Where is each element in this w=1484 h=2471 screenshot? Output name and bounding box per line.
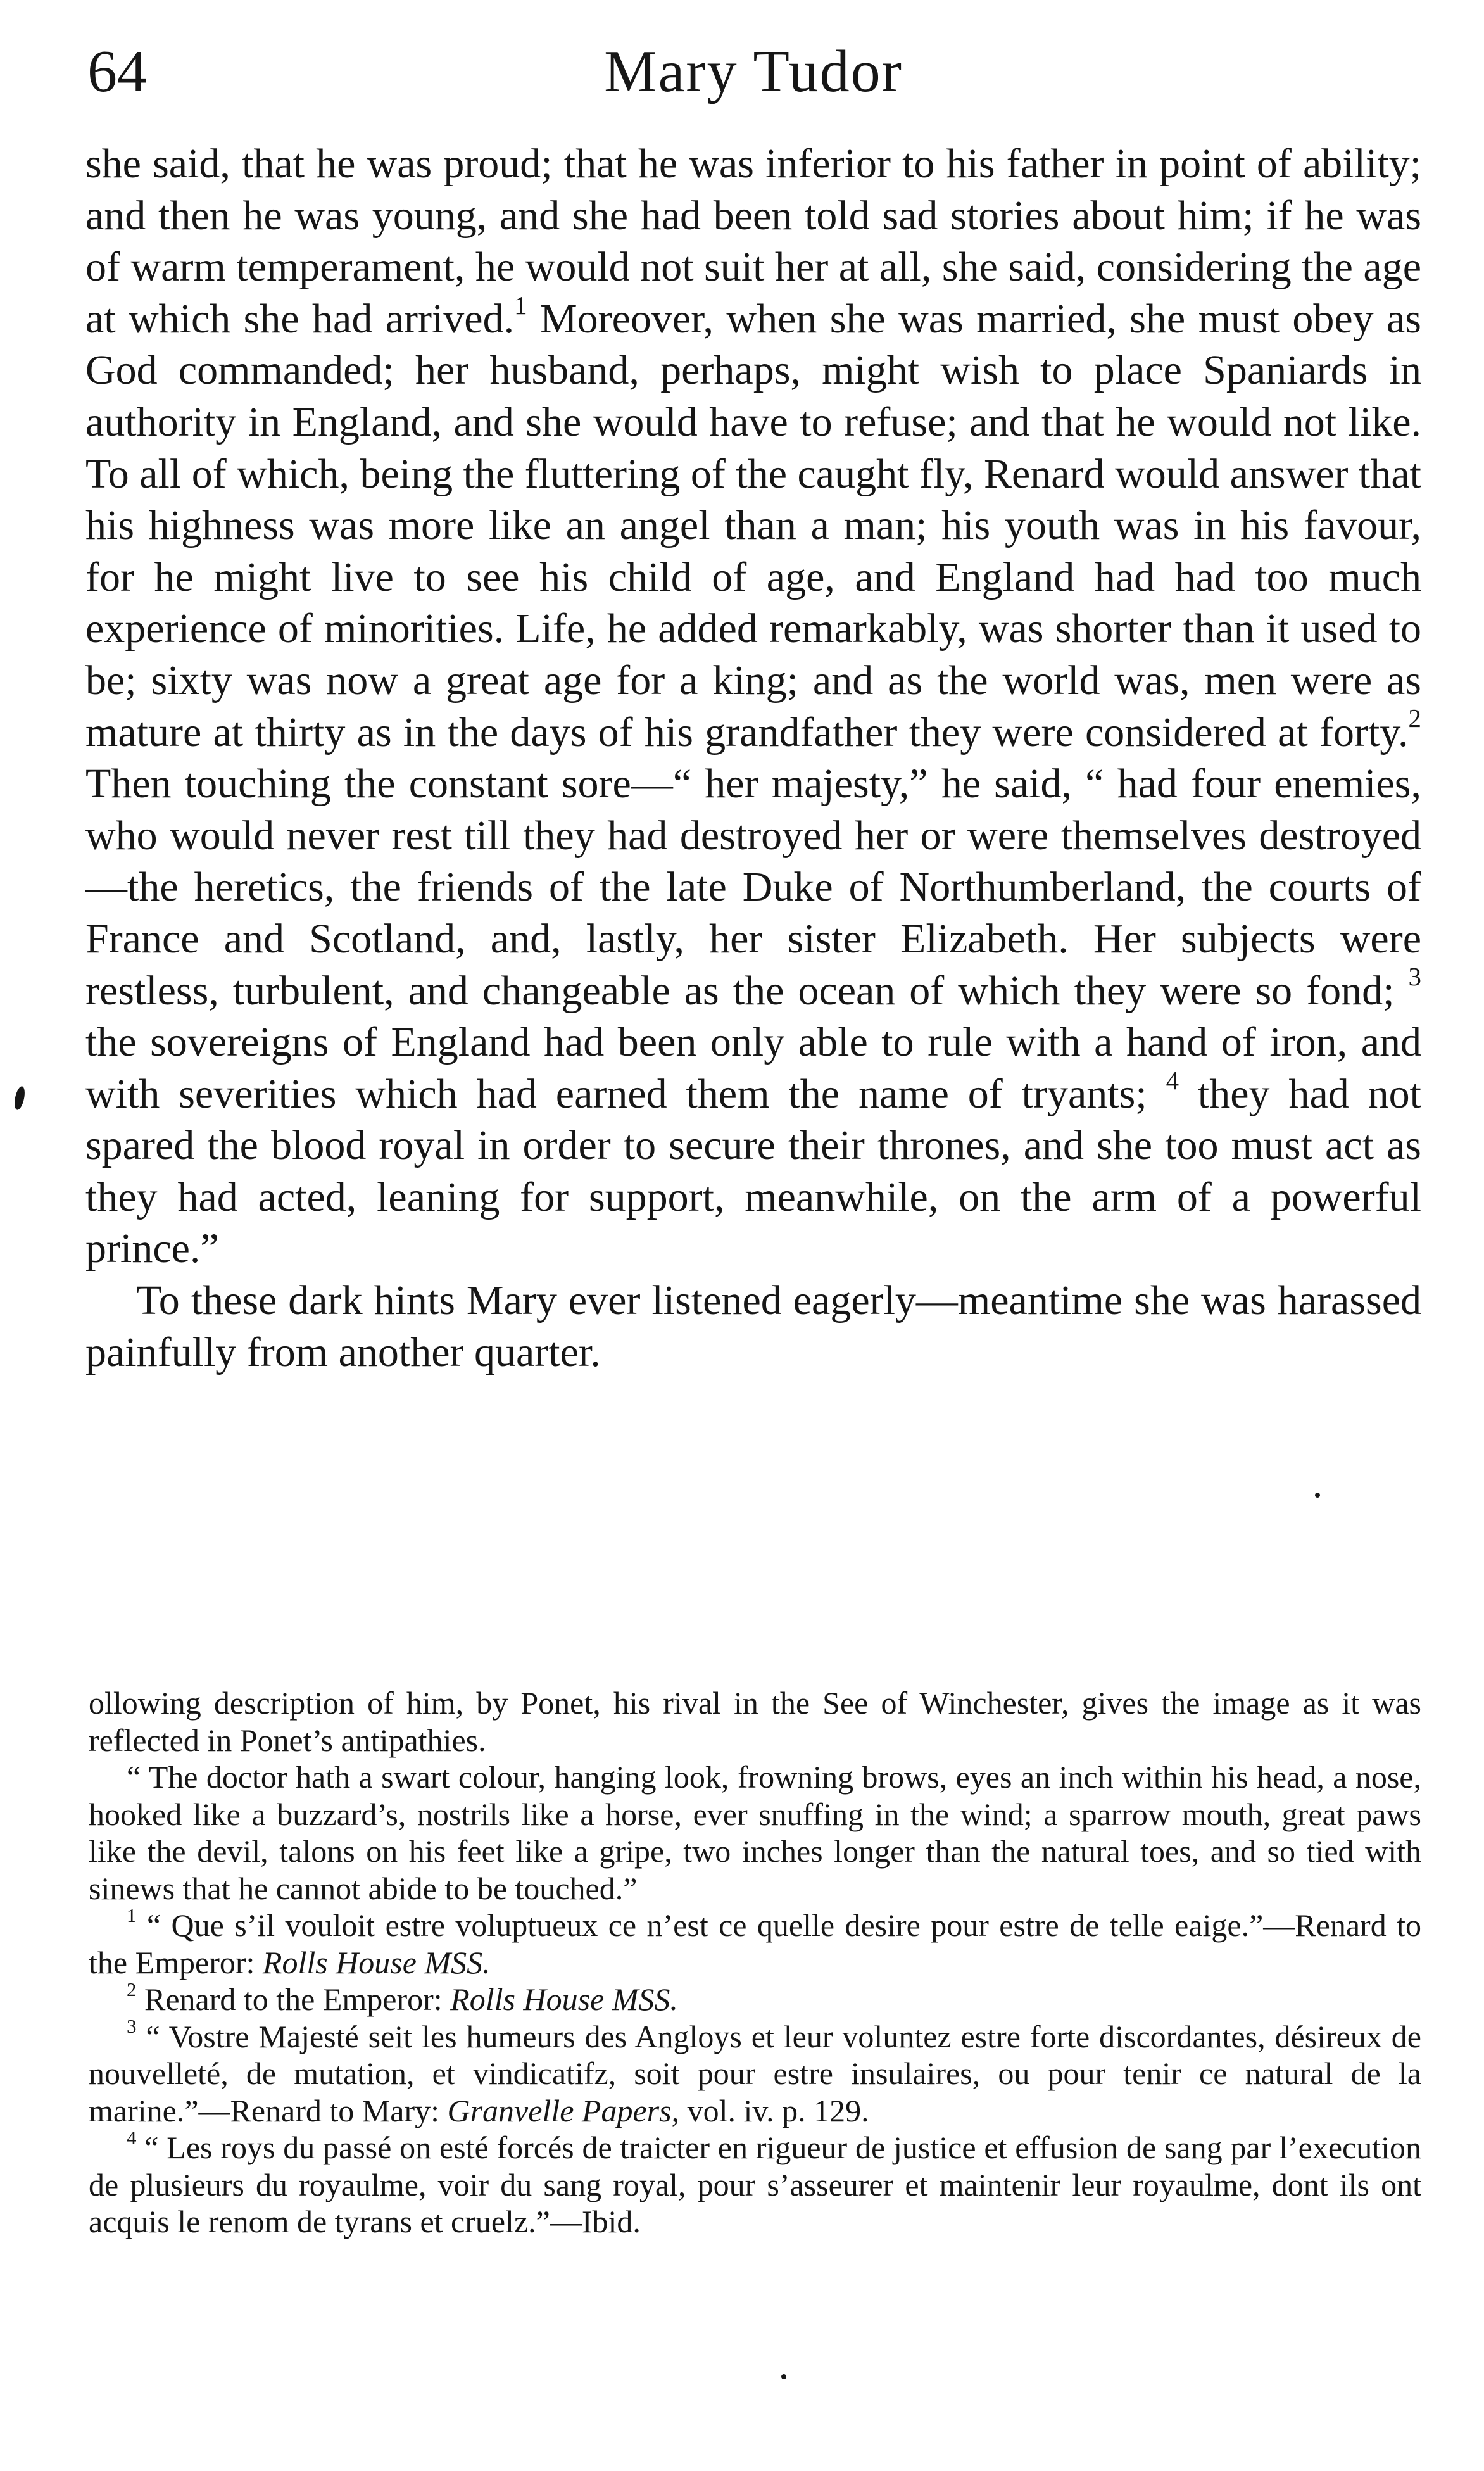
footnote bbox=[89, 1904, 1421, 1981]
page-number: 64 bbox=[87, 39, 147, 104]
footnote bbox=[89, 1684, 1421, 1759]
italic-citation: Granvelle Papers bbox=[447, 2092, 672, 2128]
italic-citation: Rolls House MSS. bbox=[450, 1981, 678, 2017]
footnote-ref: 2 bbox=[1408, 704, 1421, 733]
text-run: they had not spared the blood royal in order to secure their thrones, and she too must act as they had acted, leaning for support, meanwhile, on the arm of a powerful prince.” bbox=[85, 1070, 1421, 1272]
text-run: “ The doctor hath a swart colour, hanging look, frowning brows, eyes an inch within his head, a nose, hooked like a buzzard’s, nostrils like a horse, ever snuffing in the wind; a sparrow mouth, great paws like the devil, talons on his feet like a gripe, two inches longer than the natural toes, and so tied with sinews that he cannot abide to be touched.” bbox=[89, 1759, 1421, 1906]
margin-ink-mark bbox=[13, 1085, 27, 1111]
footnote-ref: 1 bbox=[514, 291, 527, 320]
footnote bbox=[89, 1759, 1421, 1907]
running-title: Mary Tudor bbox=[604, 39, 903, 104]
italic-citation: Rolls House MSS. bbox=[262, 1944, 491, 1980]
footnote bbox=[89, 2015, 1421, 2130]
body-text bbox=[85, 138, 1421, 1378]
text-run: Renard to the Emperor: bbox=[136, 1981, 451, 2017]
text-run: “ Vostre Majesté seit les humeurs des Angloys et leur voluntez estre forte discordantes, désireux de nouvelleté, de mutation, et vindicatifz, soit pour estre insulaires, ou pour tenir ce natural de la marine.”—Renard to Mary: bbox=[89, 2018, 1421, 2128]
text-run: “ Que s’il vouloit estre voluptueux ce n’est ce quelle desire pour estre de telle eaige.”—Renard to the Emperor: bbox=[89, 1907, 1421, 1980]
footnote-ref: 4 bbox=[1166, 1066, 1179, 1095]
footnote-ref: 3 bbox=[1408, 963, 1421, 992]
footnote-ref: 1 bbox=[127, 1904, 137, 1926]
stray-dot bbox=[781, 2374, 786, 2379]
text-run: ollowing description of him, by Ponet, his rival in the See of Winchester, gives the image as it was reflected in Ponet’s antipathies. bbox=[89, 1685, 1421, 1758]
body-paragraph bbox=[85, 138, 1421, 1275]
footnote-ref: 4 bbox=[127, 2126, 137, 2149]
text-run: Then touching the constant sore—“ her majesty,” he said, “ had four enemies, who would never rest till they had destroyed her or were themselves destroyed—the heretics, the friends of the late Duke of Northumberland, the courts of France and Scotland, and, lastly, her sister Elizabeth. Her subjects were restless, turbulent, and changeable as the ocean of which they were so fond; bbox=[85, 761, 1421, 1014]
text-run: she said, that he was proud; that he was inferior to his father in point of ability; and then he was young, and she had been told sad stories about him; if he was of warm temperament, he would not suit her at all, she said, considering the age at which she had arrived. bbox=[85, 141, 1421, 342]
footnotes bbox=[89, 1684, 1421, 2240]
text-run: , vol. iv. p. 129. bbox=[671, 2092, 869, 2128]
body-paragraph bbox=[85, 1275, 1421, 1378]
footnote-ref: 2 bbox=[127, 1978, 137, 2000]
page-header bbox=[82, 30, 1424, 113]
text-run: Moreover, when she was married, she must obey as God commanded; her husband, perhaps, might wish to place Spaniards in authority in England, and she would have to refuse; and that he would not like. To all of which, being the fluttering of the caught fly, Renard would answer that his highness was more like an angel than a man; his youth was in his favour, for he might live to see his child of age, and England had had too much experience of minorities. Life, he added remarkably, was shorter than it used to be; sixty was now a great age for a king; and as the world was, men were as mature at thirty as in the days of his grandfather they were considered at forty. bbox=[85, 295, 1421, 755]
footnote bbox=[89, 1978, 1421, 2018]
footnote bbox=[89, 2126, 1421, 2240]
footnote-ref: 3 bbox=[127, 2015, 137, 2038]
text-run: the sovereigns of England had been only able to rule with a hand of iron, and with severities which had earned them the name of tryants; bbox=[85, 1019, 1421, 1117]
stray-dot bbox=[1315, 1493, 1320, 1498]
text-run: To these dark hints Mary ever listened eagerly—meantime she was harassed painfully from another quarter. bbox=[85, 1277, 1421, 1375]
text-run: “ Les roys du passé on esté forcés de traicter en rigueur de justice et effusion de sang par l’execution de plusieurs du royaulme, voir du sang royal, pour s’asseurer et maintenir leur royaulme, dont ils ont acquis le renom de tyrans et cruelz.”—Ibid. bbox=[89, 2130, 1421, 2239]
